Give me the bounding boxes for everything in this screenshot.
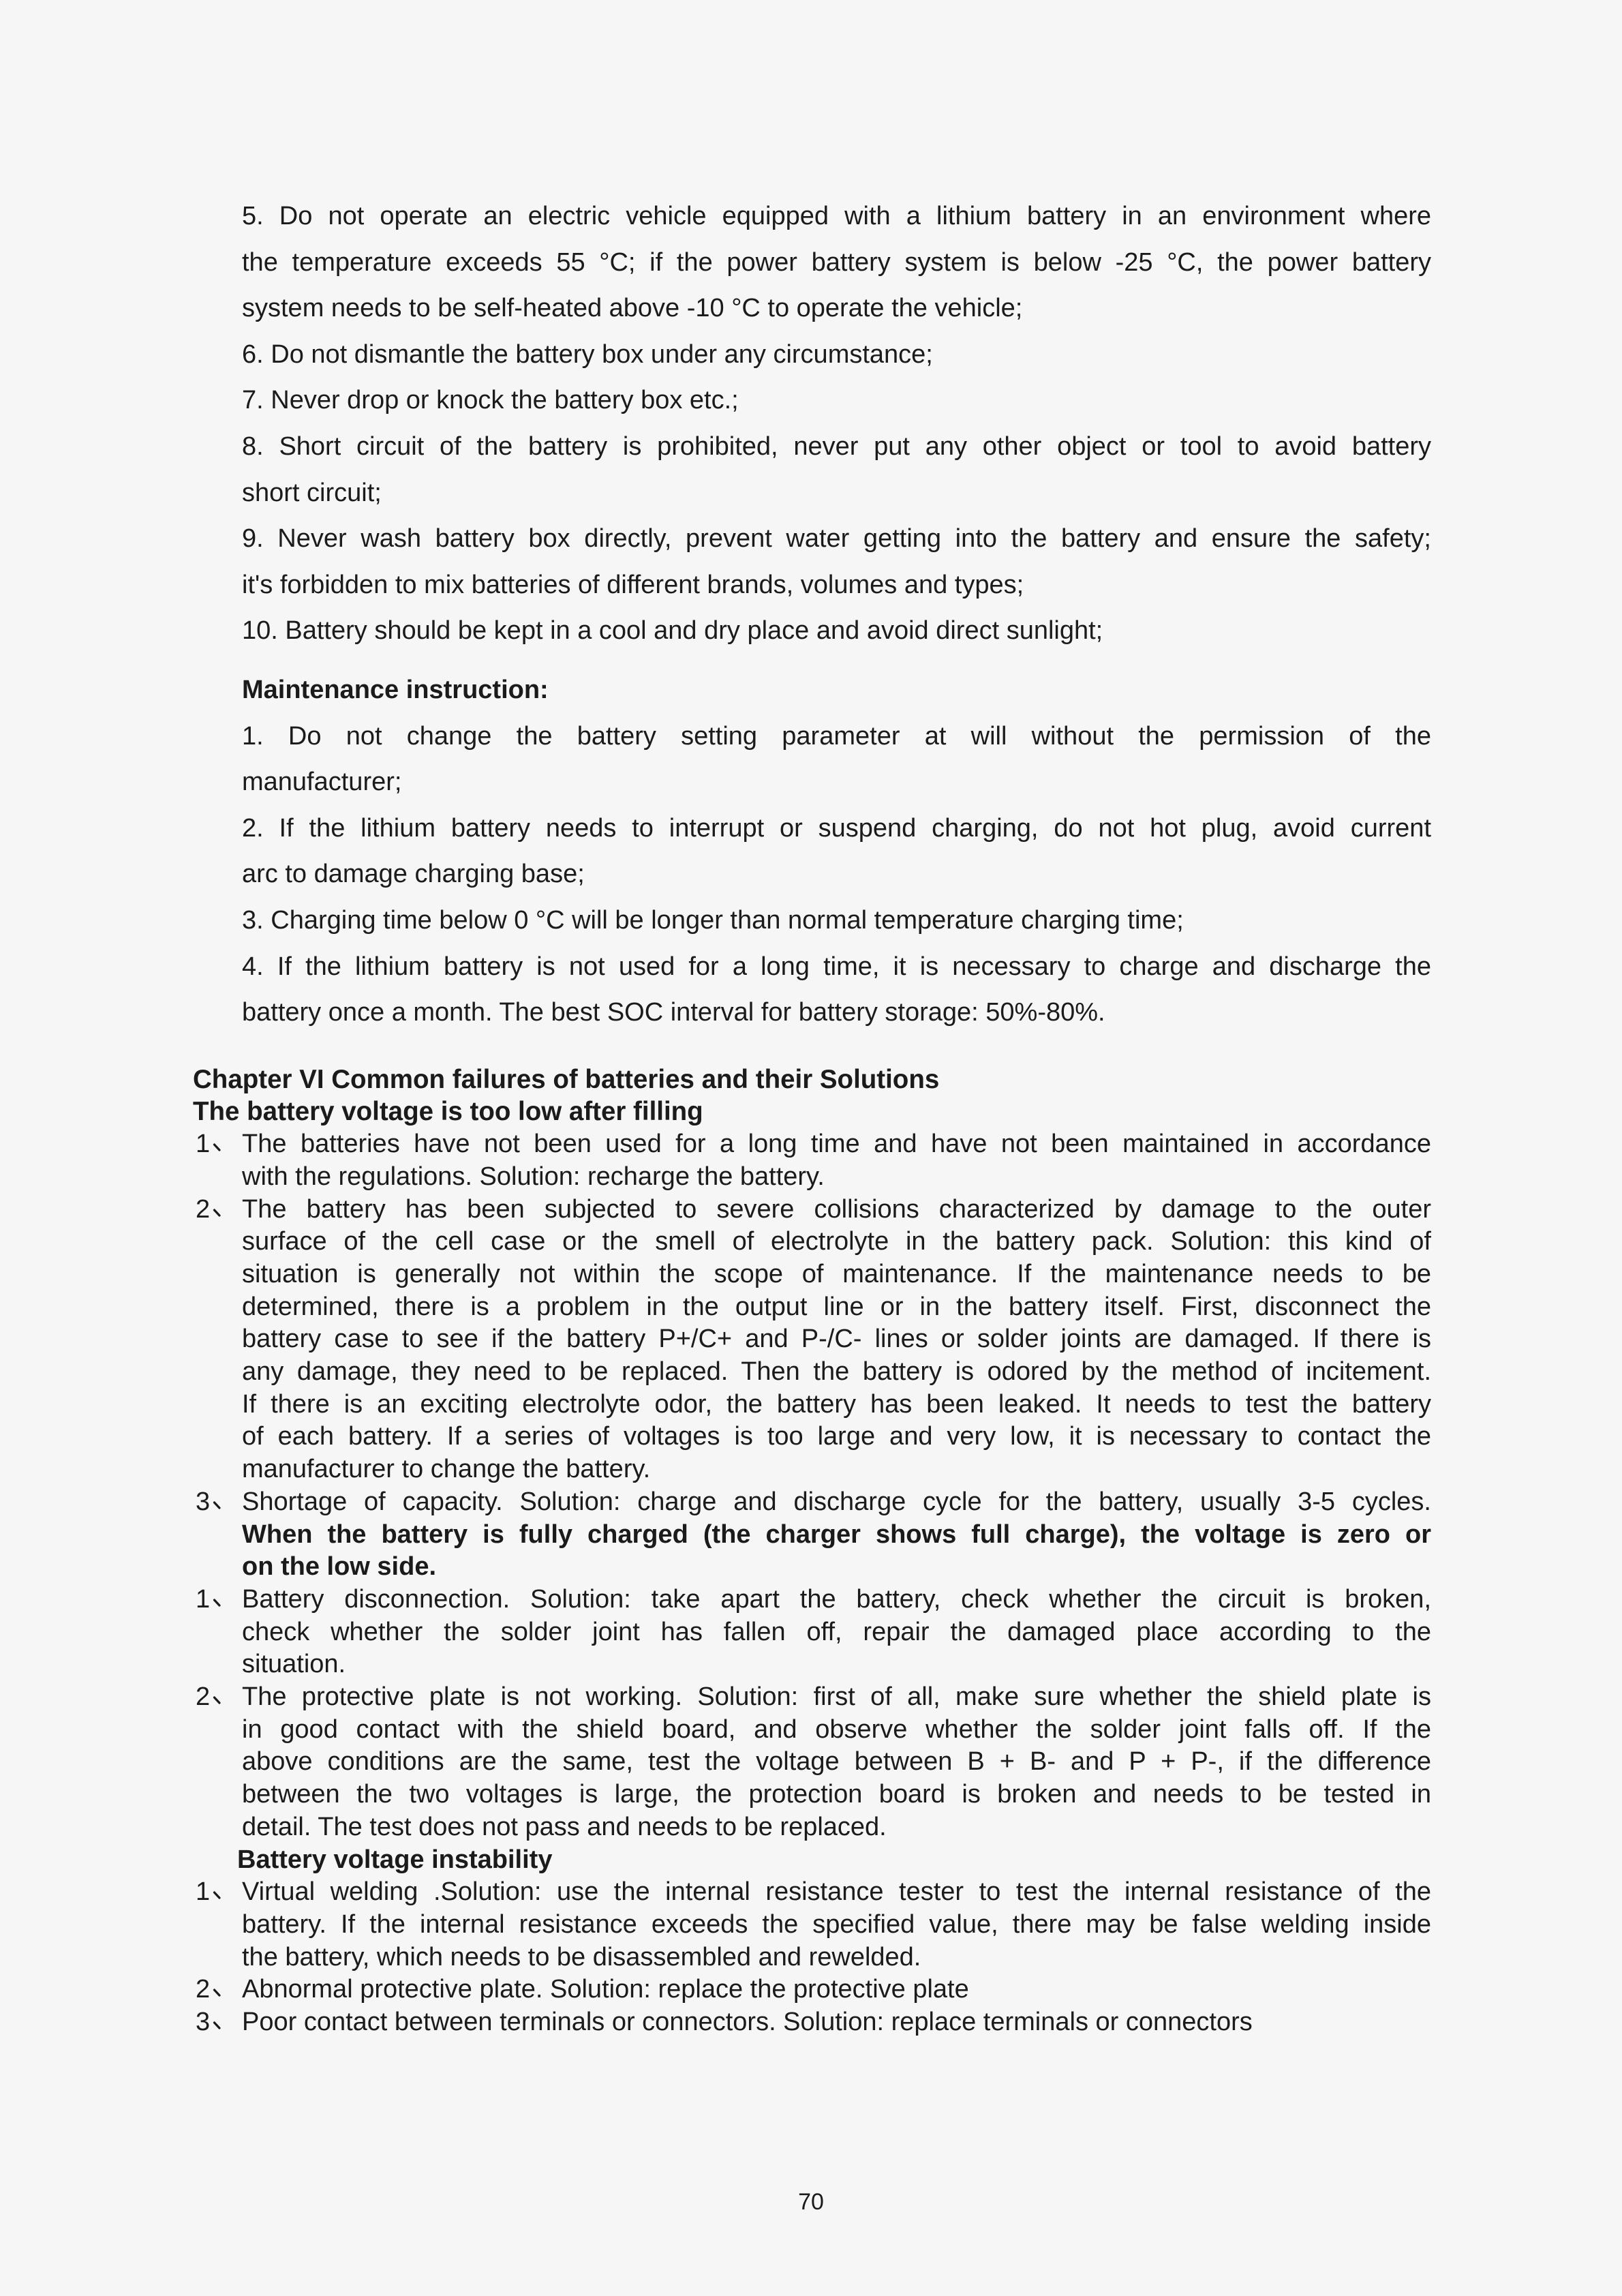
chapter-title: Chapter VI Common failures of batteries and their Solutions (193, 1064, 940, 1094)
ideographic-comma-icon (212, 1987, 222, 1997)
text-line: 1. Do not change the battery setting parameter at will without the permission of the (242, 721, 1431, 751)
text-line: 4. If the lithium battery is not used for a long time, it is necessary to charge and discharge the (242, 952, 1431, 981)
list-item (196, 2006, 1431, 2039)
text-line: in good contact with the shield board, and observe whether the solder joint falls off. If the (242, 1715, 1431, 1744)
text-line: 9. Never wash battery box directly, prevent water getting into the battery and ensure the safety; (242, 524, 1431, 554)
list-marker-number: 2 (196, 1682, 211, 1712)
ideographic-comma-icon (212, 1500, 222, 1510)
ideographic-comma-icon (212, 1597, 222, 1607)
text-line: 2. If the lithium battery needs to interrupt or suspend charging, do not hot plug, avoid current (242, 813, 1431, 843)
text-line: above conditions are the same, test the voltage between B + B- and P + P-, if the difference (242, 1747, 1431, 1777)
text-line: battery once a month. The best SOC interval for battery storage: 50%-80%. (242, 998, 1105, 1027)
maintenance-paragraph (242, 714, 1431, 806)
page-content (193, 194, 1431, 2039)
maintenance-heading: Maintenance instruction: (242, 675, 549, 704)
text-line: the temperature exceeds 55 °C; if the power battery system is below -25 °C, the power battery (242, 247, 1431, 277)
text-line: If there is an exciting electrolyte odor, the battery has been leaked. It needs to test the battery (242, 1389, 1431, 1419)
list-marker (196, 1974, 222, 2006)
text-line: Abnormal protective plate. Solution: replace the protective plate (242, 1975, 969, 2004)
list-marker-number: 1 (196, 1130, 211, 1159)
maintenance-section (242, 714, 1431, 1036)
safety-paragraph (242, 424, 1431, 516)
safety-paragraph (242, 516, 1431, 608)
text-line: When the battery is fully charged (the charger shows full charge), the voltage is zero or (242, 1520, 1431, 1549)
safety-paragraph (242, 194, 1431, 332)
chapter-subtitle: The battery voltage is too low after filling (193, 1097, 703, 1127)
list-marker (196, 1194, 222, 1226)
safety-paragraph (242, 378, 1431, 424)
text-line: determined, there is a problem in the output line or in the battery itself. First, disconnect the (242, 1292, 1431, 1321)
text-line: Battery voltage instability (237, 1845, 553, 1874)
text-line: Battery disconnection. Solution: take apart the battery, check whether the circuit is broken, (242, 1584, 1431, 1614)
list-item (196, 1584, 1431, 1681)
text-line: the battery, which needs to be disassembled and rewelded. (242, 1942, 921, 1972)
list-item (196, 1681, 1431, 1844)
text-line: any damage, they need to be replaced. Then the battery is odored by the method of incitement. (242, 1357, 1431, 1387)
list-item (196, 1486, 1431, 1519)
text-line: of each battery. If a series of voltages is too large and very low, it is necessary to contact the (242, 1422, 1431, 1451)
text-line: situation. (242, 1650, 346, 1679)
list-marker (196, 2006, 222, 2039)
text-line: battery case to see if the battery P+/C+ and P-/C- lines or solder joints are damaged. If there is (242, 1325, 1431, 1354)
bold-note (242, 1519, 1431, 1584)
list-marker (196, 1128, 222, 1161)
text-line: Shortage of capacity. Solution: charge and discharge cycle for the battery, usually 3-5 cycles. (242, 1487, 1431, 1516)
list-item (196, 1974, 1431, 2006)
text-line: manufacturer to change the battery. (242, 1455, 651, 1484)
text-line: Poor contact between terminals or connectors. Solution: replace terminals or connectors (242, 2008, 1253, 2037)
safety-section (242, 194, 1431, 654)
text-line: The battery has been subjected to severe collisions characterized by damage to the outer (242, 1194, 1431, 1224)
list-marker-number: 3 (196, 2008, 211, 2037)
ideographic-comma-icon (212, 1207, 222, 1218)
list-marker-number: 1 (196, 1584, 211, 1614)
ideographic-comma-icon (212, 1695, 222, 1705)
text-line: 10. Battery should be kept in a cool and dry place and avoid direct sunlight; (242, 616, 1103, 646)
text-line: 5. Do not operate an electric vehicle equipped with a lithium battery in an environment where (242, 202, 1431, 230)
text-line: with the regulations. Solution: recharge the battery. (242, 1162, 825, 1191)
chapter-blocks (196, 1128, 1431, 2039)
list-marker-number: 2 (196, 1975, 211, 2004)
text-line: The protective plate is not working. Solution: first of all, make sure whether the shield plate is (242, 1682, 1431, 1712)
text-line: it's forbidden to mix batteries of different brands, volumes and types; (242, 570, 1024, 599)
text-line: 6. Do not dismantle the battery box under any circumstance; (242, 339, 933, 369)
text-line: Virtual welding .Solution: use the internal resistance tester to test the internal resistance of the (242, 1877, 1431, 1907)
text-line: on the low side. (242, 1552, 437, 1582)
page-number: 70 (798, 2189, 824, 2215)
list-item (196, 1876, 1431, 1974)
text-line: arc to damage charging base; (242, 860, 585, 889)
maintenance-paragraph (242, 898, 1431, 944)
list-marker (196, 1584, 222, 1616)
text-line: situation is generally not within the scope of maintenance. If the maintenance needs to be (242, 1259, 1431, 1288)
safety-paragraph (242, 332, 1431, 378)
list-marker (196, 1486, 222, 1519)
text-line: manufacturer; (242, 768, 402, 797)
list-marker-number: 3 (196, 1487, 211, 1516)
text-line: battery. If the internal resistance exceeds the specified value, there may be false welding inside (242, 1909, 1431, 1939)
ideographic-comma-icon (212, 2020, 222, 2030)
text-line: short circuit; (242, 478, 382, 507)
maintenance-paragraph (242, 806, 1431, 898)
list-item (196, 1128, 1431, 1193)
text-line: between the two voltages is large, the protection board is broken and needs to be tested in (242, 1780, 1431, 1809)
list-marker (196, 1876, 222, 1909)
text-line: 3. Charging time below 0 °C will be longer than normal temperature charging time; (242, 905, 1184, 935)
text-line: detail. The test does not pass and needs to be replaced. (242, 1812, 887, 1841)
maintenance-paragraph (242, 944, 1431, 1036)
text-line: surface of the cell case or the smell of electrolyte in the battery pack. Solution: this kind of (242, 1227, 1431, 1256)
ideographic-comma-icon (212, 1890, 222, 1900)
text-line: The batteries have not been used for a long time and have not been maintained in accordance (242, 1130, 1431, 1159)
text-line: check whether the solder joint has fallen off, repair the damaged place according to the (242, 1617, 1431, 1646)
safety-paragraph (242, 608, 1431, 654)
text-line: system needs to be self-heated above -10 °C to operate the vehicle; (242, 294, 1023, 323)
list-marker-number: 1 (196, 1877, 211, 1907)
list-marker-number: 2 (196, 1194, 211, 1224)
text-line: 8. Short circuit of the battery is prohibited, never put any other object or tool to avoid battery (242, 432, 1431, 461)
text-line: 7. Never drop or knock the battery box etc.; (242, 386, 739, 415)
list-marker (196, 1681, 222, 1714)
subheading-battery-voltage-instability (237, 1844, 1431, 1877)
list-item (196, 1194, 1431, 1486)
ideographic-comma-icon (212, 1142, 222, 1152)
